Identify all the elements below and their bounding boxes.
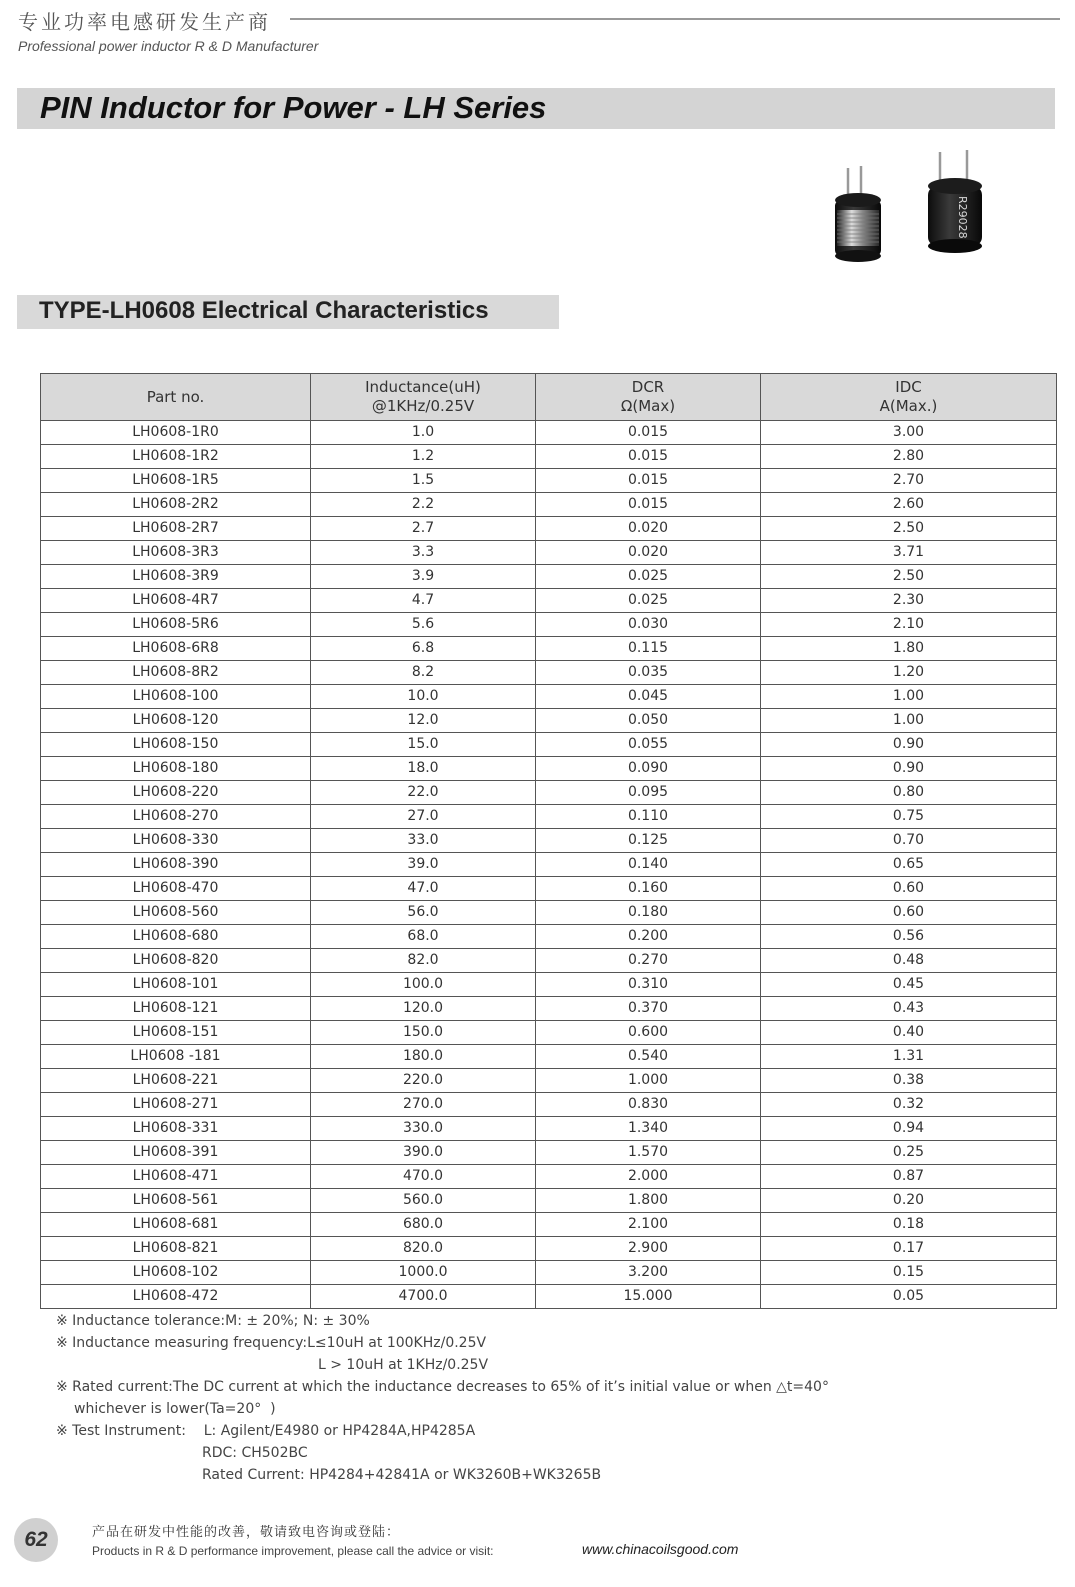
dcr-cell: 0.095 bbox=[536, 781, 761, 805]
inductance-cell: 68.0 bbox=[311, 925, 536, 949]
table-row bbox=[41, 925, 1057, 949]
idc-cell: 0.60 bbox=[761, 901, 1057, 925]
note-frequency-continued: L > 10uH at 1KHz/0.25V bbox=[318, 1357, 489, 1373]
inductance-cell: 8.2 bbox=[311, 661, 536, 685]
inductance-cell: 820.0 bbox=[311, 1237, 536, 1261]
dcr-cell: 0.140 bbox=[536, 853, 761, 877]
notes bbox=[56, 1310, 1046, 1486]
table-row bbox=[41, 637, 1057, 661]
idc-cell: 0.32 bbox=[761, 1093, 1057, 1117]
part-no-cell: LH0608-1R5 bbox=[41, 469, 311, 493]
part-no-cell: LH0608-180 bbox=[41, 757, 311, 781]
dcr-header bbox=[536, 374, 761, 421]
inductance-cell: 33.0 bbox=[311, 829, 536, 853]
inductance-cell: 12.0 bbox=[311, 709, 536, 733]
inductance-cell: 4700.0 bbox=[311, 1285, 536, 1309]
note-test-instrument-rdc: RDC: CH502BC bbox=[202, 1445, 308, 1461]
idc-cell: 0.56 bbox=[761, 925, 1057, 949]
idc-cell: 2.50 bbox=[761, 517, 1057, 541]
part-no-cell: LH0608-3R9 bbox=[41, 565, 311, 589]
footer-note-en: Products in R & D performance improvement, please call the advice or visit: bbox=[92, 1544, 494, 1558]
part-no-cell: LH0608-5R6 bbox=[41, 613, 311, 637]
dcr-cell: 0.015 bbox=[536, 469, 761, 493]
idc-cell: 0.90 bbox=[761, 733, 1057, 757]
sleeved-inductor bbox=[928, 150, 982, 253]
header-label: Inductance(uH) bbox=[365, 378, 481, 396]
inductance-cell: 18.0 bbox=[311, 757, 536, 781]
dcr-cell: 0.015 bbox=[536, 421, 761, 445]
characteristics-table bbox=[40, 373, 1057, 1309]
table-row bbox=[41, 685, 1057, 709]
part-no-cell: LH0608-1R0 bbox=[41, 421, 311, 445]
idc-cell: 0.15 bbox=[761, 1261, 1057, 1285]
part-no-cell: LH0608-471 bbox=[41, 1165, 311, 1189]
idc-cell: 0.05 bbox=[761, 1285, 1057, 1309]
idc-cell: 0.17 bbox=[761, 1237, 1057, 1261]
table-row bbox=[41, 1285, 1057, 1309]
inductance-cell: 2.7 bbox=[311, 517, 536, 541]
inductance-cell: 270.0 bbox=[311, 1093, 536, 1117]
inductance-cell: 39.0 bbox=[311, 853, 536, 877]
dcr-cell: 0.030 bbox=[536, 613, 761, 637]
idc-cell: 1.20 bbox=[761, 661, 1057, 685]
inductance-cell: 470.0 bbox=[311, 1165, 536, 1189]
part-no-cell: LH0608-560 bbox=[41, 901, 311, 925]
table-row bbox=[41, 1261, 1057, 1285]
header-title-cn: 专业功率电感研发生产商 bbox=[18, 10, 271, 34]
inductance-cell: 22.0 bbox=[311, 781, 536, 805]
note-rated-current: ※ Rated current:The DC current at which the inductance decreases to 65% of it’s initial value or when △t=40° bbox=[56, 1379, 829, 1395]
table-row bbox=[41, 469, 1057, 493]
inductance-cell: 2.2 bbox=[311, 493, 536, 517]
table-row bbox=[41, 565, 1057, 589]
idc-cell: 0.25 bbox=[761, 1141, 1057, 1165]
table-row bbox=[41, 1117, 1057, 1141]
dcr-cell: 0.035 bbox=[536, 661, 761, 685]
table-row bbox=[41, 1213, 1057, 1237]
idc-cell: 0.87 bbox=[761, 1165, 1057, 1189]
inductance-cell: 1000.0 bbox=[311, 1261, 536, 1285]
inductance-cell: 56.0 bbox=[311, 901, 536, 925]
table-row bbox=[41, 421, 1057, 445]
table-row bbox=[41, 541, 1057, 565]
dcr-cell: 0.270 bbox=[536, 949, 761, 973]
dcr-cell: 0.020 bbox=[536, 541, 761, 565]
part-no-cell: LH0608-270 bbox=[41, 805, 311, 829]
header-label: DCR bbox=[631, 378, 665, 396]
header-rule bbox=[290, 18, 1060, 20]
inductance-cell: 4.7 bbox=[311, 589, 536, 613]
idc-cell: 2.50 bbox=[761, 565, 1057, 589]
part-no-cell: LH0608-101 bbox=[41, 973, 311, 997]
dcr-cell: 0.600 bbox=[536, 1021, 761, 1045]
idc-cell: 0.45 bbox=[761, 973, 1057, 997]
dcr-cell: 1.800 bbox=[536, 1189, 761, 1213]
part-no-cell: LH0608-4R7 bbox=[41, 589, 311, 613]
part-no-cell: LH0608-821 bbox=[41, 1237, 311, 1261]
table-row bbox=[41, 445, 1057, 469]
dcr-cell: 3.200 bbox=[536, 1261, 761, 1285]
idc-cell: 0.90 bbox=[761, 757, 1057, 781]
inductance-header bbox=[311, 374, 536, 421]
inductance-cell: 390.0 bbox=[311, 1141, 536, 1165]
idc-cell: 0.38 bbox=[761, 1069, 1057, 1093]
inductance-cell: 1.0 bbox=[311, 421, 536, 445]
page-number: 62 bbox=[14, 1518, 58, 1562]
part-no-cell: LH0608-472 bbox=[41, 1285, 311, 1309]
dcr-cell: 2.000 bbox=[536, 1165, 761, 1189]
header-label: IDC bbox=[895, 378, 922, 396]
dcr-cell: 0.050 bbox=[536, 709, 761, 733]
table-row bbox=[41, 949, 1057, 973]
inductance-cell: 6.8 bbox=[311, 637, 536, 661]
table-row bbox=[41, 589, 1057, 613]
table-row bbox=[41, 853, 1057, 877]
table-row bbox=[41, 517, 1057, 541]
idc-cell: 3.00 bbox=[761, 421, 1057, 445]
part-no-cell: LH0608-3R3 bbox=[41, 541, 311, 565]
footer-website-link[interactable]: www.chinacoilsgood.com bbox=[582, 1541, 739, 1557]
dcr-cell: 0.020 bbox=[536, 517, 761, 541]
dcr-cell: 0.540 bbox=[536, 1045, 761, 1069]
dcr-cell: 0.025 bbox=[536, 589, 761, 613]
part-no-cell: LH0608-102 bbox=[41, 1261, 311, 1285]
idc-cell: 1.80 bbox=[761, 637, 1057, 661]
dcr-cell: 0.180 bbox=[536, 901, 761, 925]
inductance-cell: 82.0 bbox=[311, 949, 536, 973]
table-row bbox=[41, 733, 1057, 757]
part-no-cell: LH0608 -181 bbox=[41, 1045, 311, 1069]
dcr-cell: 0.015 bbox=[536, 445, 761, 469]
section-title-bar bbox=[17, 295, 559, 329]
dcr-cell: 2.900 bbox=[536, 1237, 761, 1261]
footer-note-cn: 产品在研发中性能的改善，敬请致电咨询或登陆： bbox=[92, 1525, 401, 1540]
inductance-cell: 27.0 bbox=[311, 805, 536, 829]
part-no-cell: LH0608-681 bbox=[41, 1213, 311, 1237]
inductance-cell: 10.0 bbox=[311, 685, 536, 709]
idc-cell: 2.80 bbox=[761, 445, 1057, 469]
table-row bbox=[41, 1045, 1057, 1069]
table-row bbox=[41, 661, 1057, 685]
part-no-cell: LH0608-680 bbox=[41, 925, 311, 949]
header-label: Part no. bbox=[146, 387, 205, 406]
table-header-row bbox=[41, 374, 1057, 421]
inductor-marking: R29028 bbox=[956, 196, 969, 239]
part-no-cell: LH0608-271 bbox=[41, 1093, 311, 1117]
note-test-instrument-rated: Rated Current: HP4284+42841A or WK3260B+WK3265B bbox=[202, 1467, 602, 1483]
dcr-cell: 0.110 bbox=[536, 805, 761, 829]
idc-cell: 2.30 bbox=[761, 589, 1057, 613]
inductance-cell: 680.0 bbox=[311, 1213, 536, 1237]
dcr-cell: 0.115 bbox=[536, 637, 761, 661]
page-title: PIN Inductor for Power - LH Series bbox=[40, 90, 547, 125]
dcr-cell: 2.100 bbox=[536, 1213, 761, 1237]
part-no-cell: LH0608-391 bbox=[41, 1141, 311, 1165]
dcr-cell: 0.370 bbox=[536, 997, 761, 1021]
dcr-cell: 0.045 bbox=[536, 685, 761, 709]
part-no-cell: LH0608-470 bbox=[41, 877, 311, 901]
inductance-cell: 3.3 bbox=[311, 541, 536, 565]
idc-cell: 0.60 bbox=[761, 877, 1057, 901]
dcr-cell: 0.200 bbox=[536, 925, 761, 949]
dcr-cell: 1.000 bbox=[536, 1069, 761, 1093]
part-no-cell: LH0608-820 bbox=[41, 949, 311, 973]
table-row bbox=[41, 901, 1057, 925]
idc-cell: 0.43 bbox=[761, 997, 1057, 1021]
idc-cell: 0.40 bbox=[761, 1021, 1057, 1045]
part-no-cell: LH0608-2R2 bbox=[41, 493, 311, 517]
inductance-cell: 220.0 bbox=[311, 1069, 536, 1093]
table-row bbox=[41, 757, 1057, 781]
header-unit: @1KHz/0.25V bbox=[371, 397, 475, 415]
idc-cell: 3.71 bbox=[761, 541, 1057, 565]
inductance-cell: 150.0 bbox=[311, 1021, 536, 1045]
part-no-cell: LH0608-100 bbox=[41, 685, 311, 709]
part-no-cell: LH0608-120 bbox=[41, 709, 311, 733]
part-no-header bbox=[41, 374, 311, 421]
idc-cell: 2.70 bbox=[761, 469, 1057, 493]
part-no-cell: LH0608-390 bbox=[41, 853, 311, 877]
part-no-cell: LH0608-150 bbox=[41, 733, 311, 757]
dcr-cell: 0.160 bbox=[536, 877, 761, 901]
dcr-cell: 0.025 bbox=[536, 565, 761, 589]
note-tolerance: ※ Inductance tolerance:M: ± 20%; N: ± 30% bbox=[56, 1313, 370, 1329]
idc-header bbox=[761, 374, 1057, 421]
dcr-cell: 0.310 bbox=[536, 973, 761, 997]
table-row bbox=[41, 493, 1057, 517]
part-no-cell: LH0608-330 bbox=[41, 829, 311, 853]
table-row bbox=[41, 613, 1057, 637]
table-row bbox=[41, 997, 1057, 1021]
table-row bbox=[41, 829, 1057, 853]
part-no-cell: LH0608-151 bbox=[41, 1021, 311, 1045]
table-row bbox=[41, 709, 1057, 733]
page-title-bar bbox=[17, 88, 1055, 129]
dcr-cell: 0.055 bbox=[536, 733, 761, 757]
part-no-cell: LH0608-220 bbox=[41, 781, 311, 805]
table-row bbox=[41, 1093, 1057, 1117]
idc-cell: 0.75 bbox=[761, 805, 1057, 829]
part-no-cell: LH0608-121 bbox=[41, 997, 311, 1021]
dcr-cell: 15.000 bbox=[536, 1285, 761, 1309]
idc-cell: 0.65 bbox=[761, 853, 1057, 877]
part-no-cell: LH0608-331 bbox=[41, 1117, 311, 1141]
table-row bbox=[41, 1021, 1057, 1045]
part-no-cell: LH0608-6R8 bbox=[41, 637, 311, 661]
idc-cell: 0.48 bbox=[761, 949, 1057, 973]
note-rated-current-continued: whichever is lower(Ta=20° ) bbox=[74, 1401, 276, 1417]
table-row bbox=[41, 1069, 1057, 1093]
dcr-cell: 0.125 bbox=[536, 829, 761, 853]
inductance-cell: 560.0 bbox=[311, 1189, 536, 1213]
dcr-cell: 1.570 bbox=[536, 1141, 761, 1165]
table-row bbox=[41, 1189, 1057, 1213]
part-no-cell: LH0608-221 bbox=[41, 1069, 311, 1093]
section-title: TYPE-LH0608 Electrical Characteristics bbox=[39, 297, 489, 324]
inductance-cell: 100.0 bbox=[311, 973, 536, 997]
inductance-cell: 47.0 bbox=[311, 877, 536, 901]
header-unit: Ω(Max) bbox=[620, 397, 676, 415]
idc-cell: 0.18 bbox=[761, 1213, 1057, 1237]
table-row bbox=[41, 973, 1057, 997]
table-row bbox=[41, 877, 1057, 901]
idc-cell: 0.70 bbox=[761, 829, 1057, 853]
part-no-cell: LH0608-561 bbox=[41, 1189, 311, 1213]
dcr-cell: 0.090 bbox=[536, 757, 761, 781]
idc-cell: 2.60 bbox=[761, 493, 1057, 517]
dcr-cell: 0.015 bbox=[536, 493, 761, 517]
table-row bbox=[41, 1237, 1057, 1261]
note-frequency: ※ Inductance measuring frequency:L≤10uH at 100KHz/0.25V bbox=[56, 1335, 487, 1351]
dcr-cell: 1.340 bbox=[536, 1117, 761, 1141]
inductance-cell: 120.0 bbox=[311, 997, 536, 1021]
table-row bbox=[41, 1141, 1057, 1165]
idc-cell: 0.80 bbox=[761, 781, 1057, 805]
part-no-cell: LH0608-8R2 bbox=[41, 661, 311, 685]
inductance-cell: 3.9 bbox=[311, 565, 536, 589]
idc-cell: 0.20 bbox=[761, 1189, 1057, 1213]
idc-cell: 1.00 bbox=[761, 685, 1057, 709]
inductance-cell: 15.0 bbox=[311, 733, 536, 757]
idc-cell: 1.00 bbox=[761, 709, 1057, 733]
idc-cell: 1.31 bbox=[761, 1045, 1057, 1069]
inductance-cell: 180.0 bbox=[311, 1045, 536, 1069]
table-row bbox=[41, 805, 1057, 829]
dcr-cell: 0.830 bbox=[536, 1093, 761, 1117]
table-row bbox=[41, 781, 1057, 805]
note-test-instrument: ※ Test Instrument: L: Agilent/E4980 or HP4284A,HP4285A bbox=[56, 1423, 476, 1439]
open-coil-inductor bbox=[835, 166, 881, 262]
inductance-cell: 5.6 bbox=[311, 613, 536, 637]
idc-cell: 2.10 bbox=[761, 613, 1057, 637]
part-no-cell: LH0608-1R2 bbox=[41, 445, 311, 469]
inductance-cell: 1.5 bbox=[311, 469, 536, 493]
header-subtitle: Professional power inductor R & D Manufacturer bbox=[18, 38, 319, 54]
inductance-cell: 1.2 bbox=[311, 445, 536, 469]
table-row bbox=[41, 1165, 1057, 1189]
part-no-cell: LH0608-2R7 bbox=[41, 517, 311, 541]
idc-cell: 0.94 bbox=[761, 1117, 1057, 1141]
header-unit: A(Max.) bbox=[879, 397, 938, 415]
product-photo bbox=[828, 148, 998, 273]
inductance-cell: 330.0 bbox=[311, 1117, 536, 1141]
